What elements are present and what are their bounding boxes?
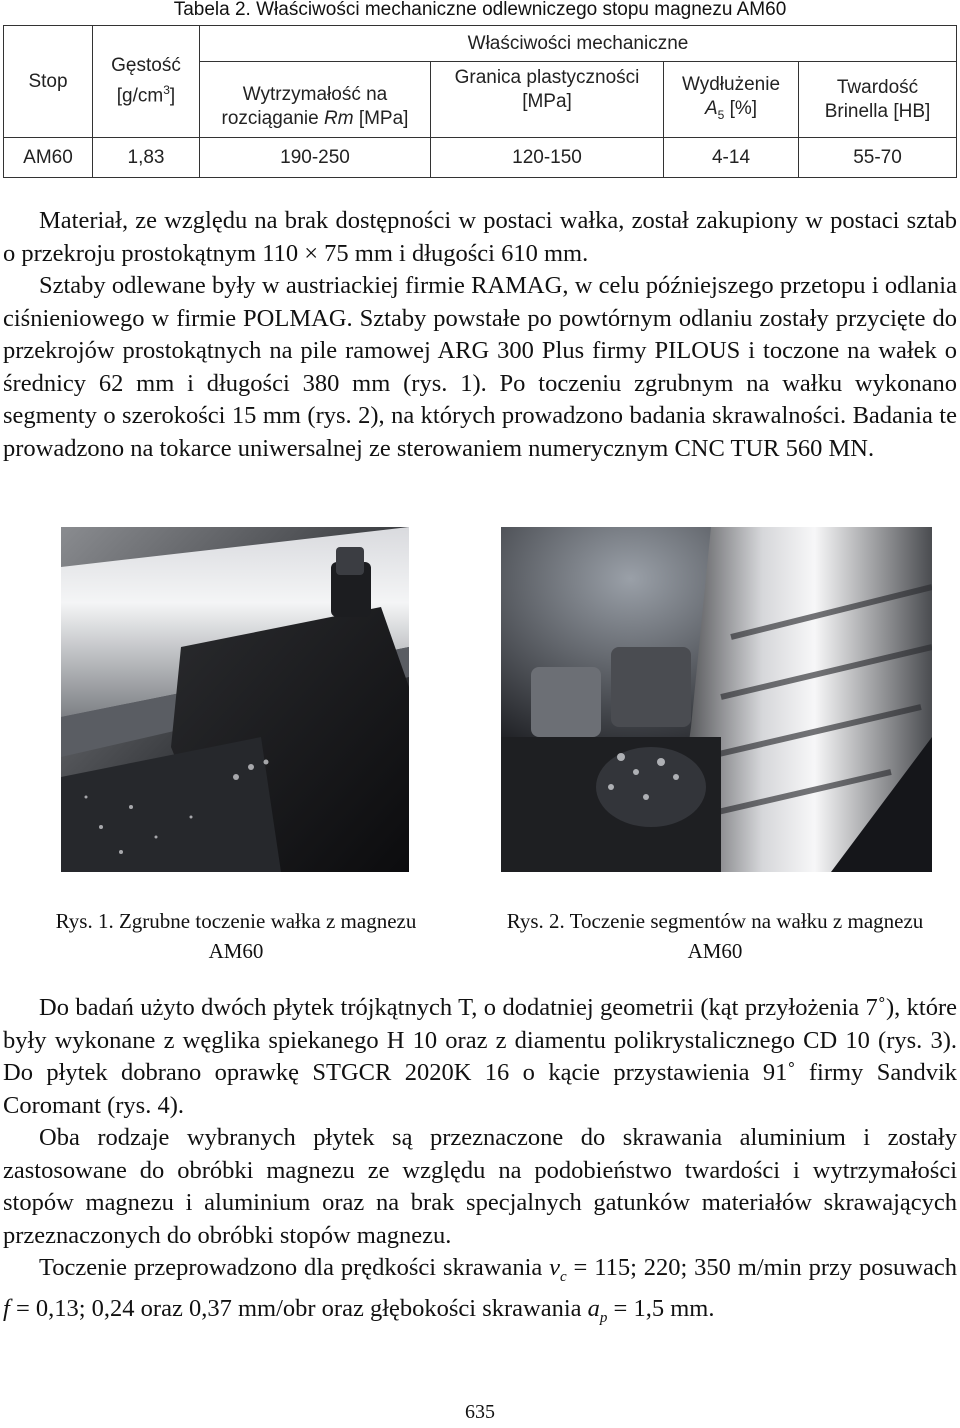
header-hardness: Twardość Brinella [HB] <box>799 62 957 138</box>
page-number: 635 <box>465 1401 495 1423</box>
figure-2-caption: Rys. 2. Toczenie segmentów na wałku z magnezu AM60 <box>506 909 924 963</box>
cell-density: 1,83 <box>93 138 200 178</box>
header-stop: Stop <box>4 26 93 138</box>
figure-2-photo <box>501 527 932 872</box>
cell-elongation: 4-14 <box>664 138 799 178</box>
cell-yield-strength: 120-150 <box>431 138 664 178</box>
cell-tensile-strength: 190-250 <box>200 138 431 178</box>
header-density: Gęstość $[g/cm^3]$ <box>93 26 200 138</box>
body-paragraph-1: Materiał, ze względu na brak dostępności w postaci wałka, został zakupiony w postaci sztab o przekroju prostokątnym 110 × 75 mm i długości 610 mm. Sztaby odlewane były w austriackiej firmie RAMAG, w celu późniejszego przetopu i odlania ciśnieniowego w firmie POLMAG. Sztaby powstałe po powtórnym odlaniu zostały przycięte do przekrojów prostokątnych na pile ramowej ARG 300 Plus firmy PILOUS i toczone na wałek o średnicy 62 mm i długości 380 mm (rys. 1). Po toczeniu zgrubnym na wałku wykonano segmenty o szerokości 15 mm (rys. 2), na których prowadzono badania skrawalności. Badania te prowadzono na tokarce uniwersalnej ze sterowaniem numerycznym CNC TUR 560 MN. <box>3 207 957 462</box>
figure-1-caption: Rys. 1. Zgrubne toczenie wałka z magnezu AM60 <box>55 909 417 963</box>
figure-1-photo <box>61 527 409 872</box>
header-elongation: Wydłużenie $A_5$ [%] <box>664 62 799 138</box>
body-paragraph-2: Do badań użyto dwóch płytek trójkątnych T, o dodatniej geometrii (kąt przyłożenia 7˚), które były wykonane z węglika spiekanego H 10 oraz z diamentu polikrystalicznego CD 10 (rys. 3). Do płytek dobrano oprawkę STGCR 2020K 16 o kącie przystawienia 91˚ firmy Sandvik Coromant (rys. 4). Oba rodzaje wybranych płytek są przeznaczone do skrawania aluminium i zostały zastosowane do obróbki magnezu ze względu na podobieństwo twardości i wytrzymałości stopów magnezu i aluminium oraz na brak specjalnych gatunków materiałów skrawających przeznaczonych do obróbki stopów magnezu. Toczenie przeprowadzono dla prędkości skrawania $v_c = 115$; 220; 350 m/min przy posuwach f = 0,13; 0,24 oraz 0,37 mm/obr oraz głębokości skrawania $a_p = 1,5$ mm. <box>3 992 957 1335</box>
cell-stop: AM60 <box>4 138 93 178</box>
header-mechanical-properties: Właściwości mechaniczne <box>200 26 957 62</box>
header-yield-strength: Granica plastyczności [MPa] <box>431 62 664 138</box>
properties-table <box>3 25 957 178</box>
header-tensile-strength: Wytrzymałość na rozciąganie Rm [MPa] <box>200 62 431 138</box>
cutting-parameters: Toczenie przeprowadzono dla prędkości skrawania $v_c = 115$; 220; 350 m/min przy posuwach f = 0,13; 0,24 oraz 0,37 mm/obr oraz głębokości skrawania $a_p = 1,5$ mm. <box>3 1254 957 1327</box>
cell-hardness: 55-70 <box>799 138 957 178</box>
table-row <box>4 138 957 178</box>
table-caption: Tabela 2. Właściwości mechaniczne odlewniczego stopu magnezu AM60 <box>173 0 787 20</box>
